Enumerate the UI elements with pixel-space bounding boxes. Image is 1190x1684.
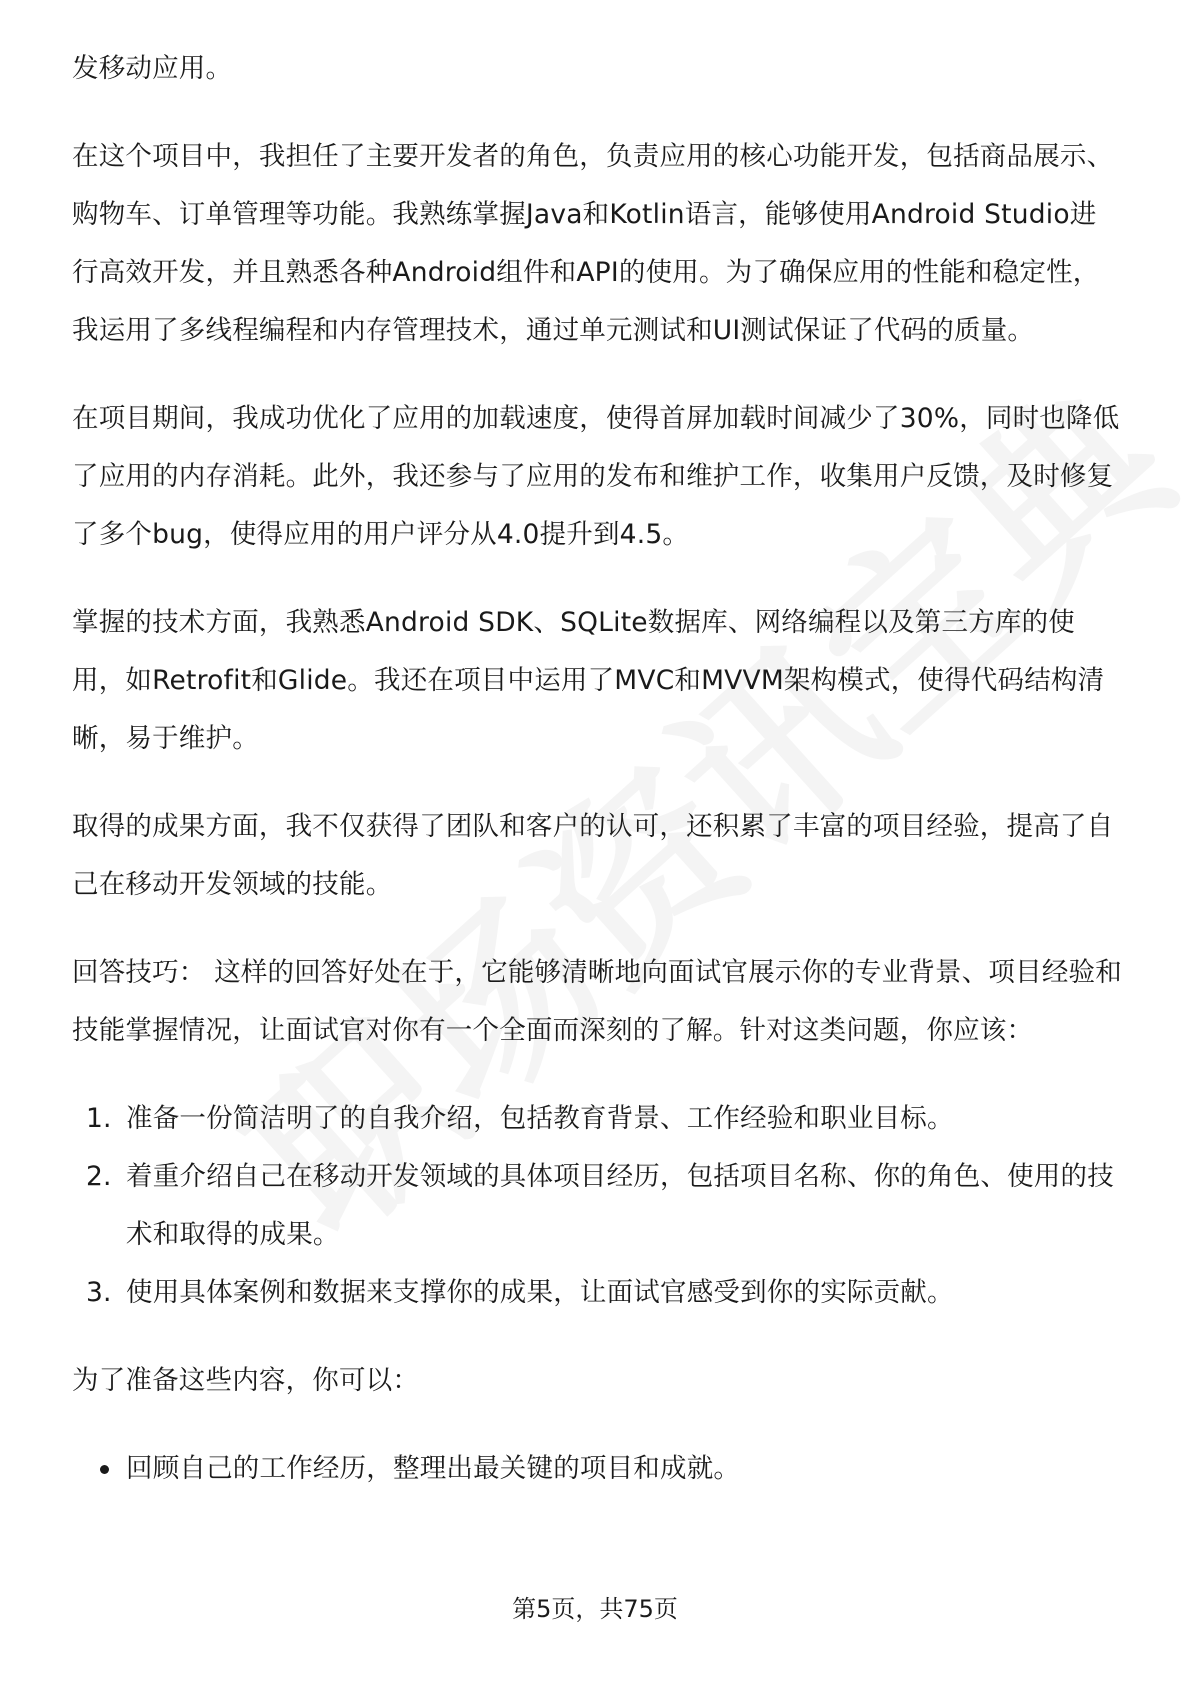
bullet-icon (100, 1465, 109, 1474)
bullet-list-item-text: 回顾自己的工作经历，整理出最关键的项目和成就。 (126, 1453, 741, 1484)
paragraph-answer-tips: 回答技巧： 这样的回答好处在于，它能够清晰地向面试官展示你的专业背景、项目经验和技能掌握情况，让面试官对你有一个全面而深刻的了解。针对这类问题，你应该： (72, 957, 1122, 1046)
paragraph-preparation: 为了准备这些内容，你可以： (72, 1365, 420, 1396)
list-item (72, 1148, 1122, 1264)
paragraph-intro-fragment: 发移动应用。 (72, 53, 233, 84)
list-item-number: 2. (86, 1161, 112, 1192)
list-item (72, 1264, 1122, 1322)
list-item-text: 准备一份简洁明了的自我介绍，包括教育背景、工作经验和职业目标。 (126, 1103, 954, 1134)
document-body (72, 40, 1122, 1498)
paragraph-technical-skills: 掌握的技术方面，我熟悉Android SDK、SQLite数据库、网络编程以及第三方库的使用，如Retrofit和Glide。我还在项目中运用了MVC和MVVM架构模式，使得代码结构清晰，易于维护。 (72, 607, 1105, 754)
paragraph-project-results: 在项目期间，我成功优化了应用的加载速度，使得首屏加载时间减少了30%，同时也降低了应用的内存消耗。此外，我还参与了应用的发布和维护工作，收集用户反馈，及时修复了多个bug，使得应用的用户评分从4.0提升到4.5。 (72, 403, 1120, 550)
list-item-number: 1. (86, 1103, 112, 1134)
ordered-list (72, 1090, 1122, 1322)
paragraph-achievements: 取得的成果方面，我不仅获得了团队和客户的认可，还积累了丰富的项目经验，提高了自己在移动开发领域的技能。 (72, 811, 1114, 900)
bullet-list (72, 1440, 1122, 1498)
list-item-number: 3. (86, 1277, 112, 1308)
paragraph-project-role: 在这个项目中，我担任了主要开发者的角色，负责应用的核心功能开发，包括商品展示、购物车、订单管理等功能。我熟练掌握Java和Kotlin语言，能够使用Android Studio进行高效开发，并且熟悉各种Android组件和API的使用。为了确保应用的性能和稳定性，我运用了多线程编程和内存管理技术，通过单元测试和UI测试保证了代码的质量。 (72, 141, 1114, 346)
bullet-list-item (72, 1440, 1122, 1498)
list-item-text: 使用具体案例和数据来支撑你的成果，让面试官感受到你的实际贡献。 (126, 1277, 954, 1308)
page-number-footer: 第5页，共75页 (512, 1595, 678, 1623)
list-item-text: 着重介绍自己在移动开发领域的具体项目经历，包括项目名称、你的角色、使用的技术和取得的成果。 (126, 1161, 1114, 1250)
list-item (72, 1090, 1122, 1148)
